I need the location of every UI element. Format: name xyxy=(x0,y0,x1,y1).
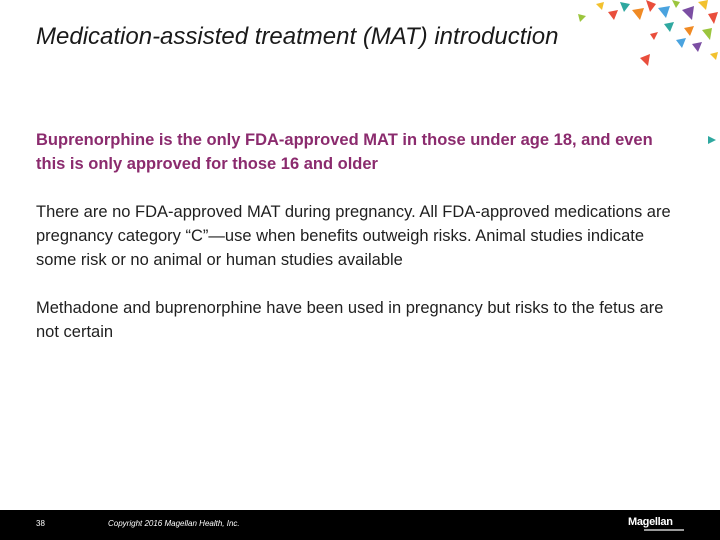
magellan-logo xyxy=(628,516,688,536)
confetti-piece xyxy=(646,0,656,12)
confetti-piece xyxy=(620,2,630,12)
confetti-piece xyxy=(664,22,674,32)
page-number: 38 xyxy=(36,519,45,528)
confetti-piece xyxy=(692,42,702,52)
confetti-piece xyxy=(710,52,718,60)
confetti-piece xyxy=(682,6,694,20)
slide-body xyxy=(36,128,676,368)
confetti-piece xyxy=(650,32,658,40)
body-paragraph: Methadone and buprenorphine have been used in pregnancy but risks to the fetus are not certain xyxy=(36,299,664,341)
body-paragraph: There are no FDA-approved MAT during pregnancy. All FDA-approved medications are pregnancy category “C”—use when benefits outweigh risks. Animal studies indicate some risk or no animal or human studies available xyxy=(36,203,671,269)
confetti-piece xyxy=(658,6,670,18)
confetti-piece xyxy=(698,0,708,10)
confetti-piece xyxy=(672,0,680,8)
confetti-piece xyxy=(676,38,686,48)
confetti-piece xyxy=(578,14,586,22)
slide-title: Medication-assisted treatment (MAT) introduction xyxy=(36,23,559,50)
confetti-piece xyxy=(640,54,650,66)
confetti-piece xyxy=(684,26,694,36)
footer-bar xyxy=(0,510,720,540)
logo-wordmark: Magellan xyxy=(628,516,673,528)
confetti-piece xyxy=(708,12,718,24)
copyright-text: Copyright 2016 Magellan Health, Inc. xyxy=(108,519,240,528)
confetti-piece xyxy=(608,10,618,20)
logo-tagline-mark xyxy=(644,529,684,531)
confetti-piece xyxy=(632,8,644,20)
confetti-piece xyxy=(708,136,716,144)
confetti-piece xyxy=(596,2,604,10)
body-paragraph-highlight: Buprenorphine is the only FDA-approved MAT in those under age 18, and even this is only approved for those 16 and older xyxy=(36,131,653,173)
confetti-piece xyxy=(702,28,712,40)
